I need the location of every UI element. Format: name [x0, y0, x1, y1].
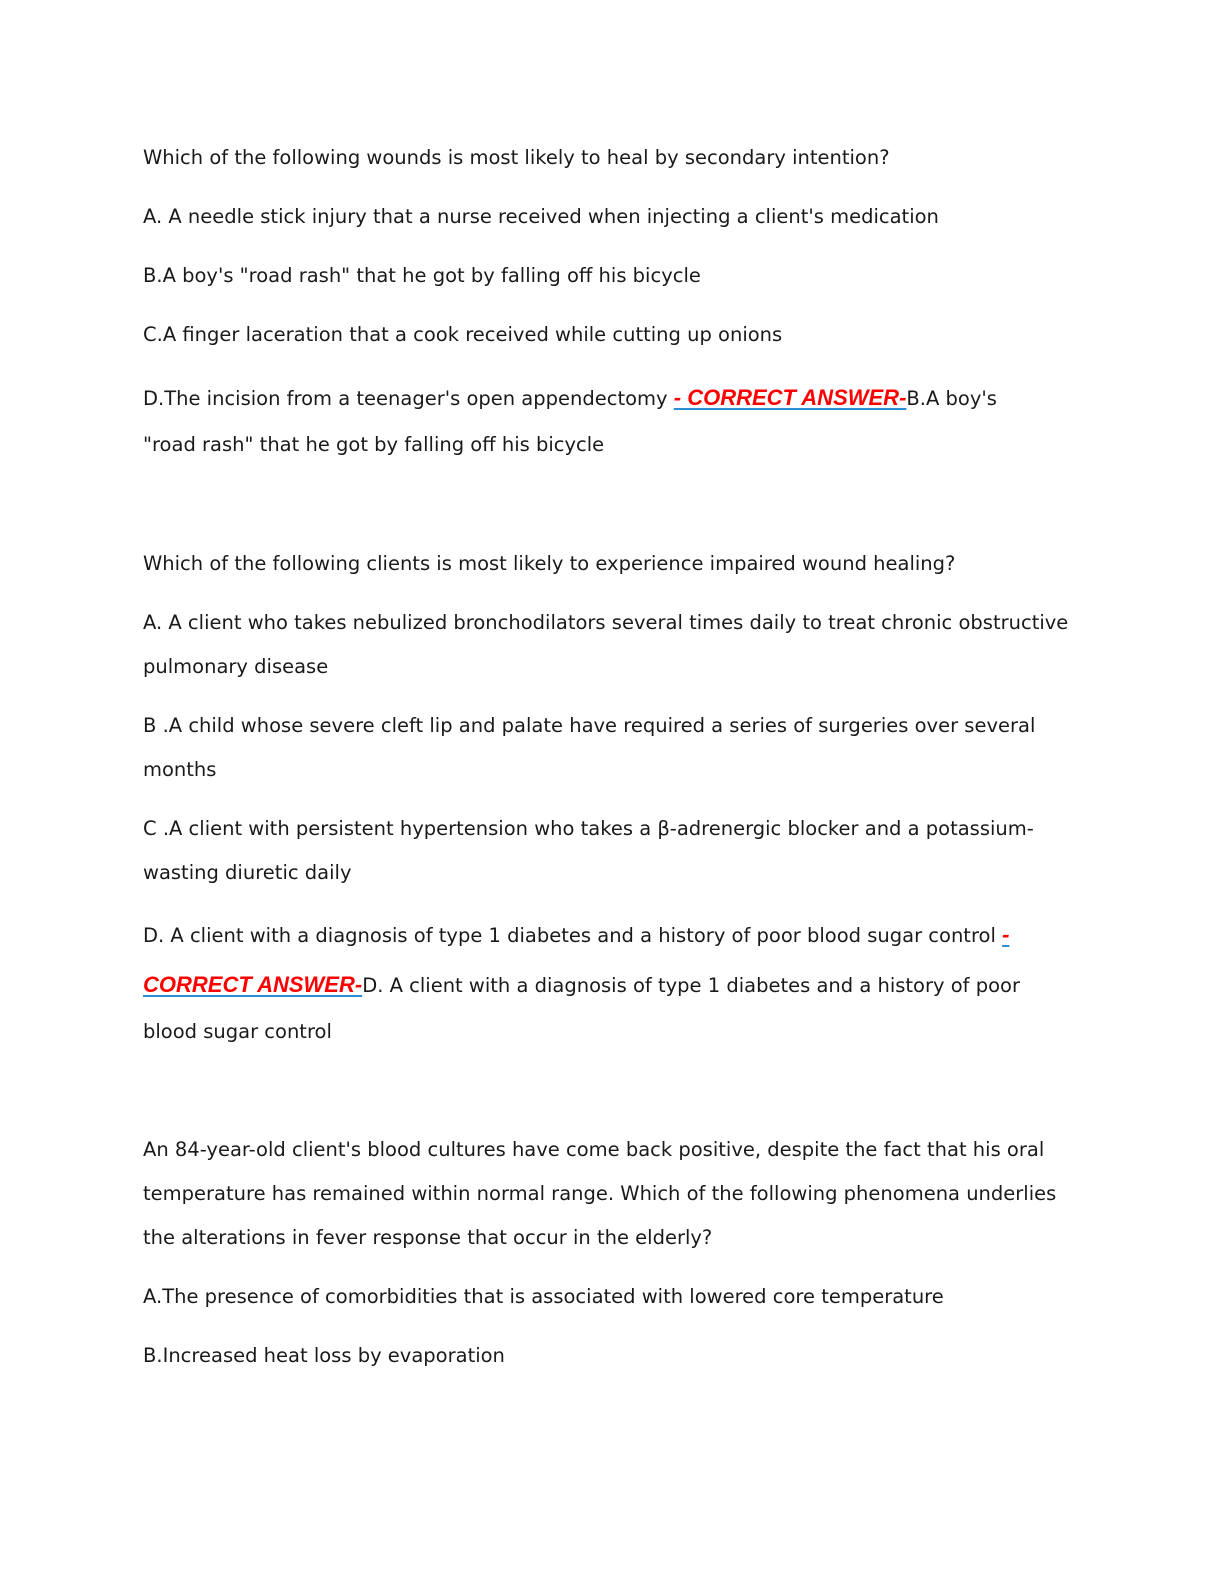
question-2-option-c-continued: wasting diuretic daily — [143, 861, 352, 884]
question-1-option-c: C.A finger laceration that a cook received while cutting up onions — [143, 323, 783, 346]
question-2-option-b: B .A child whose severe cleft lip and palate have required a series of surgeries over several — [143, 714, 1036, 737]
question-3-stem-continued-2: the alterations in fever response that occur in the elderly? — [143, 1226, 713, 1249]
question-2-option-d-line — [143, 923, 1009, 948]
question-1-option-a: A. A needle stick injury that a nurse received when injecting a client's medication — [143, 205, 939, 228]
question-1-option-d: D.The incision from a teenager's open appendectomy — [143, 387, 674, 410]
question-2-option-d: D. A client with a diagnosis of type 1 diabetes and a history of poor blood sugar control — [143, 924, 1003, 947]
question-2-option-c: C .A client with persistent hypertension who takes a β-adrenergic blocker and a potassium- — [143, 817, 1034, 840]
correct-answer-marker: CORRECT ANSWER- — [143, 972, 363, 997]
correct-answer-marker: - CORRECT ANSWER- — [673, 385, 907, 410]
question-3-stem: An 84-year-old client's blood cultures have come back positive, despite the fact that his oral — [143, 1138, 1045, 1161]
question-2-answer-continued: blood sugar control — [143, 1020, 332, 1043]
question-2-stem: Which of the following clients is most likely to experience impaired wound healing? — [143, 552, 956, 575]
question-3-option-a: A.The presence of comorbidities that is associated with lowered core temperature — [143, 1285, 944, 1308]
question-1-answer-start: B.A boy's — [906, 387, 997, 410]
question-2-option-b-continued: months — [143, 758, 217, 781]
question-2-answer-line — [143, 973, 1020, 998]
question-1-option-d-answer-line — [143, 386, 997, 411]
question-3-option-b: B.Increased heat loss by evaporation — [143, 1344, 505, 1367]
question-2-answer-start: D. A client with a diagnosis of type 1 diabetes and a history of poor — [362, 974, 1020, 997]
question-2-option-a-continued: pulmonary disease — [143, 655, 329, 678]
question-1-option-b: B.A boy's "road rash" that he got by falling off his bicycle — [143, 264, 701, 287]
question-1-stem: Which of the following wounds is most likely to heal by secondary intention? — [143, 146, 890, 169]
question-3-stem-continued: temperature has remained within normal range. Which of the following phenomena underlies — [143, 1182, 1057, 1205]
question-2-option-a: A. A client who takes nebulized bronchodilators several times daily to treat chronic obstructive — [143, 611, 1069, 634]
correct-answer-marker-dash: - — [1002, 922, 1010, 947]
question-1-answer-continued: "road rash" that he got by falling off his bicycle — [143, 433, 605, 456]
